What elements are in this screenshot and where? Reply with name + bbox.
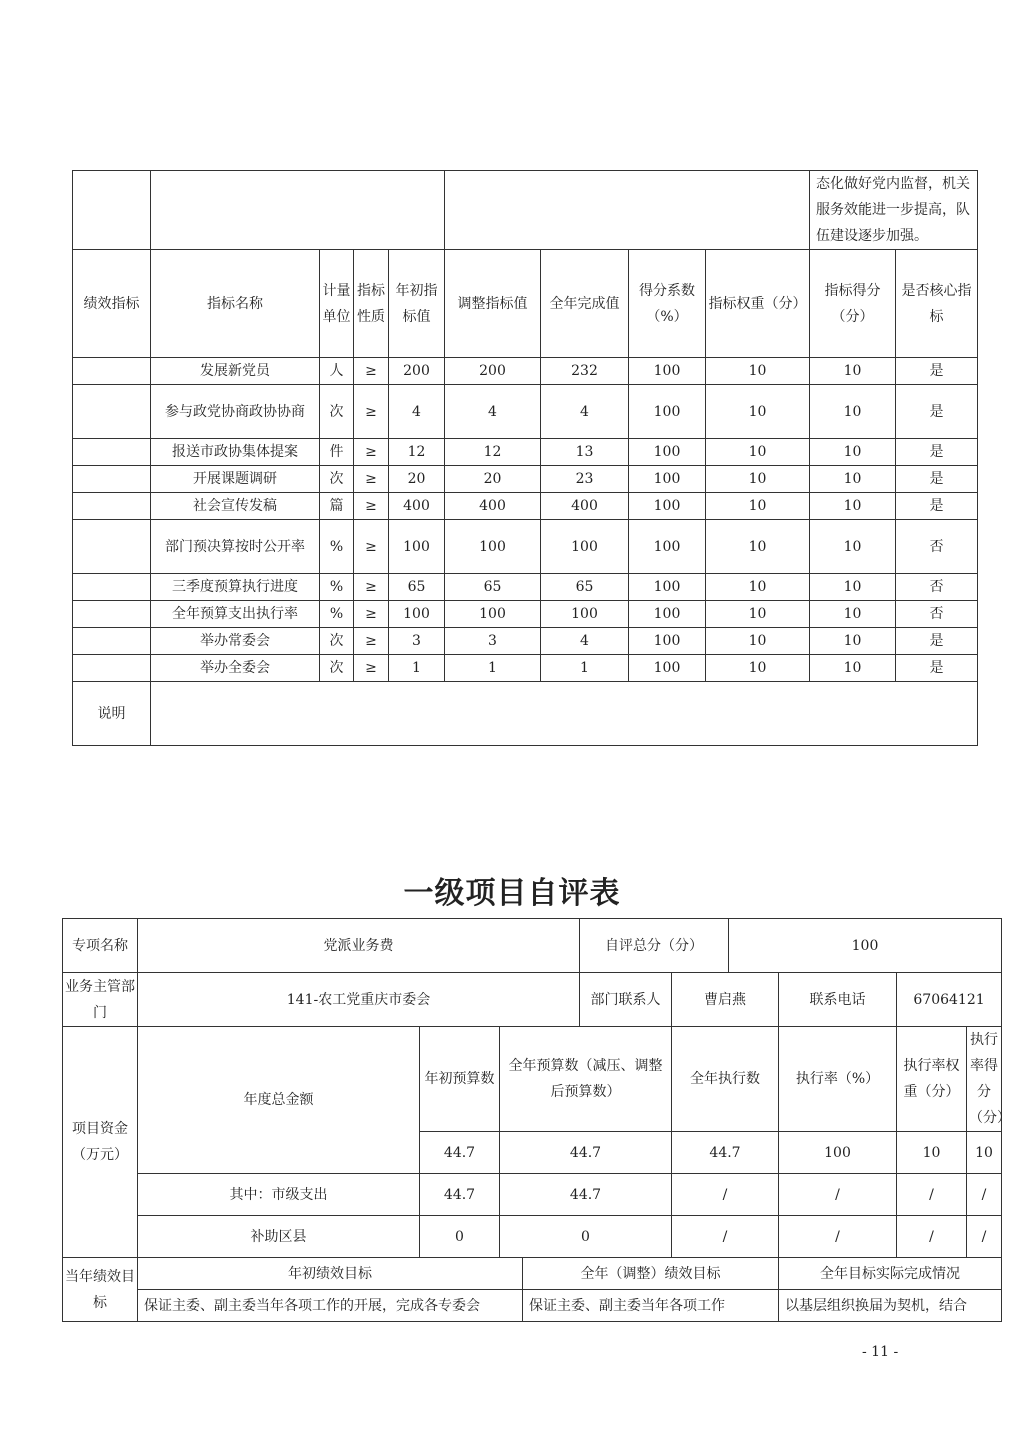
note-content — [151, 682, 978, 746]
project-name: 党派业务费 — [138, 919, 580, 973]
cell-weight: 10 — [706, 493, 810, 520]
cell-core: 否 — [896, 520, 978, 574]
cell-score: 10 — [810, 574, 896, 601]
total-score-label: 自评总分（分） — [580, 919, 729, 973]
cell-initial: 4 — [389, 385, 445, 439]
page-number: - 11 - — [862, 1344, 899, 1360]
goal-label: 当年绩效目标 — [63, 1258, 138, 1322]
header-weight: 指标权重（分） — [706, 250, 810, 358]
total-score: 100 — [729, 919, 1002, 973]
blank-cell — [73, 520, 151, 574]
cell-initial: 12 — [389, 439, 445, 466]
cell-nature: ≥ — [354, 574, 389, 601]
header-core: 是否核心指标 — [896, 250, 978, 358]
cell-weight: 10 — [706, 439, 810, 466]
blank-cell — [73, 601, 151, 628]
header-executed: 全年执行数 — [672, 1027, 779, 1132]
header-full-budget: 全年预算数（减压、调整后预算数） — [500, 1027, 672, 1132]
goal-actual-text: 以基层组织换届为契机，结合 — [779, 1290, 1002, 1322]
cell-nature: ≥ — [354, 628, 389, 655]
cell-core: 是 — [896, 385, 978, 439]
header-initial-budget: 年初预算数 — [420, 1027, 500, 1132]
table-row — [73, 358, 978, 385]
county-initial: 0 — [420, 1216, 500, 1258]
cell-initial: 65 — [389, 574, 445, 601]
cell-score: 10 — [810, 655, 896, 682]
cell-core: 是 — [896, 466, 978, 493]
cell-completed: 400 — [541, 493, 629, 520]
cell-adjusted: 4 — [445, 385, 541, 439]
cell-coef: 100 — [629, 358, 706, 385]
county-full: 0 — [500, 1216, 672, 1258]
cell-name: 举办常委会 — [151, 628, 320, 655]
city-executed: / — [672, 1174, 779, 1216]
header-score-coef: 得分系数（%） — [629, 250, 706, 358]
cell-unit: 篇 — [320, 493, 354, 520]
blank-cell — [73, 628, 151, 655]
table-row — [73, 574, 978, 601]
cell-name: 发展新党员 — [151, 358, 320, 385]
perf-indicator-label: 绩效指标 — [73, 250, 151, 358]
cell-nature: ≥ — [354, 655, 389, 682]
cell-adjusted: 100 — [445, 520, 541, 574]
cell-unit: 次 — [320, 655, 354, 682]
goal-adjusted-text: 保证主委、副主委当年各项工作 — [523, 1290, 779, 1322]
table-row — [73, 628, 978, 655]
cell-nature: ≥ — [354, 439, 389, 466]
header-indicator-name: 指标名称 — [151, 250, 320, 358]
cell-coef: 100 — [629, 655, 706, 682]
cell-nature: ≥ — [354, 358, 389, 385]
header-score: 指标得分（分） — [810, 250, 896, 358]
cell-weight: 10 — [706, 628, 810, 655]
cell-nature: ≥ — [354, 520, 389, 574]
cell-name: 部门预决算按时公开率 — [151, 520, 320, 574]
cell-weight: 10 — [706, 655, 810, 682]
cell-weight: 10 — [706, 466, 810, 493]
cell-unit: 次 — [320, 466, 354, 493]
blank-cell — [445, 171, 810, 250]
cell-weight: 10 — [706, 385, 810, 439]
cell-adjusted: 100 — [445, 601, 541, 628]
blank-cell — [73, 493, 151, 520]
phone-label: 联系电话 — [779, 973, 897, 1027]
cell-score: 10 — [810, 628, 896, 655]
fund-label: 项目资金（万元） — [63, 1027, 138, 1258]
cell-initial: 400 — [389, 493, 445, 520]
city-score: / — [967, 1174, 1002, 1216]
blank-cell — [73, 574, 151, 601]
blank-cell — [151, 171, 445, 250]
table-row — [73, 520, 978, 574]
contact-label: 部门联系人 — [580, 973, 672, 1027]
table-row — [73, 601, 978, 628]
blank-cell — [73, 171, 151, 250]
cell-name: 举办全委会 — [151, 655, 320, 682]
header-adjusted-value: 调整指标值 — [445, 250, 541, 358]
cell-coef: 100 — [629, 628, 706, 655]
cell-initial: 100 — [389, 601, 445, 628]
cell-score: 10 — [810, 493, 896, 520]
cell-core: 是 — [896, 358, 978, 385]
cell-initial: 100 — [389, 520, 445, 574]
cell-nature: ≥ — [354, 493, 389, 520]
cell-unit: 次 — [320, 385, 354, 439]
cell-adjusted: 400 — [445, 493, 541, 520]
cell-completed: 100 — [541, 520, 629, 574]
city-rate: / — [779, 1174, 897, 1216]
total-rate: 100 — [779, 1132, 897, 1174]
cell-unit: % — [320, 574, 354, 601]
blank-cell — [73, 439, 151, 466]
cell-score: 10 — [810, 358, 896, 385]
carry-over-text: 态化做好党内监督，机关服务效能进一步提高，队伍建设逐步加强。 — [810, 171, 978, 250]
cell-score: 10 — [810, 466, 896, 493]
cell-adjusted: 3 — [445, 628, 541, 655]
cell-completed: 65 — [541, 574, 629, 601]
goal-header-actual: 全年目标实际完成情况 — [779, 1258, 1002, 1290]
phone-number: 67064121 — [897, 973, 1002, 1027]
cell-unit: % — [320, 520, 354, 574]
header-completed-value: 全年完成值 — [541, 250, 629, 358]
cell-core: 否 — [896, 601, 978, 628]
cell-adjusted: 12 — [445, 439, 541, 466]
cell-unit: 人 — [320, 358, 354, 385]
cell-name: 三季度预算执行进度 — [151, 574, 320, 601]
cell-unit: % — [320, 601, 354, 628]
county-score: / — [967, 1216, 1002, 1258]
cell-score: 10 — [810, 520, 896, 574]
table-row — [73, 385, 978, 439]
table-row — [73, 493, 978, 520]
cell-coef: 100 — [629, 601, 706, 628]
cell-name: 社会宣传发稿 — [151, 493, 320, 520]
cell-completed: 4 — [541, 628, 629, 655]
total-full: 44.7 — [500, 1132, 672, 1174]
goal-initial-text: 保证主委、副主委当年各项工作的开展，完成各专委会 — [138, 1290, 523, 1322]
cell-coef: 100 — [629, 520, 706, 574]
cell-core: 是 — [896, 628, 978, 655]
cell-name: 全年预算支出执行率 — [151, 601, 320, 628]
cell-score: 10 — [810, 439, 896, 466]
county-label: 补助区县 — [138, 1216, 420, 1258]
header-initial-value: 年初指标值 — [389, 250, 445, 358]
city-label: 其中：市级支出 — [138, 1174, 420, 1216]
cell-weight: 10 — [706, 520, 810, 574]
cell-completed: 100 — [541, 601, 629, 628]
header-rate-weight: 执行率权重（分） — [897, 1027, 967, 1132]
note-label: 说明 — [73, 682, 151, 746]
dept-label: 业务主管部门 — [63, 973, 138, 1027]
cell-weight: 10 — [706, 574, 810, 601]
cell-unit: 件 — [320, 439, 354, 466]
goal-header-adjusted: 全年（调整）绩效目标 — [523, 1258, 779, 1290]
cell-coef: 100 — [629, 385, 706, 439]
page-title: 一级项目自评表 — [403, 876, 621, 911]
cell-coef: 100 — [629, 574, 706, 601]
header-nature: 指标性质 — [354, 250, 389, 358]
cell-coef: 100 — [629, 439, 706, 466]
project-name-label: 专项名称 — [63, 919, 138, 973]
cell-coef: 100 — [629, 493, 706, 520]
cell-initial: 1 — [389, 655, 445, 682]
header-exec-rate: 执行率（%） — [779, 1027, 897, 1132]
cell-nature: ≥ — [354, 466, 389, 493]
cell-completed: 23 — [541, 466, 629, 493]
cell-weight: 10 — [706, 601, 810, 628]
cell-name: 参与政党协商政协协商 — [151, 385, 320, 439]
city-weight: / — [897, 1174, 967, 1216]
cell-completed: 4 — [541, 385, 629, 439]
cell-unit: 次 — [320, 628, 354, 655]
county-weight: / — [897, 1216, 967, 1258]
city-initial: 44.7 — [420, 1174, 500, 1216]
cell-nature: ≥ — [354, 601, 389, 628]
cell-core: 否 — [896, 574, 978, 601]
cell-completed: 1 — [541, 655, 629, 682]
cell-weight: 10 — [706, 358, 810, 385]
contact-name: 曹启燕 — [672, 973, 779, 1027]
cell-initial: 200 — [389, 358, 445, 385]
header-unit: 计量单位 — [320, 250, 354, 358]
table-row — [73, 466, 978, 493]
total-weight: 10 — [897, 1132, 967, 1174]
annual-total-label: 年度总金额 — [138, 1027, 420, 1174]
header-rate-score: 执行率得分（分） — [967, 1027, 1002, 1132]
cell-core: 是 — [896, 655, 978, 682]
cell-score: 10 — [810, 601, 896, 628]
cell-nature: ≥ — [354, 385, 389, 439]
total-initial: 44.7 — [420, 1132, 500, 1174]
cell-adjusted: 20 — [445, 466, 541, 493]
blank-cell — [73, 466, 151, 493]
cell-name: 开展课题调研 — [151, 466, 320, 493]
county-rate: / — [779, 1216, 897, 1258]
city-full: 44.7 — [500, 1174, 672, 1216]
cell-core: 是 — [896, 493, 978, 520]
project-self-eval-table — [62, 918, 1011, 1322]
cell-adjusted: 65 — [445, 574, 541, 601]
cell-coef: 100 — [629, 466, 706, 493]
total-score: 10 — [967, 1132, 1002, 1174]
performance-indicator-table — [72, 170, 978, 746]
cell-adjusted: 200 — [445, 358, 541, 385]
cell-completed: 232 — [541, 358, 629, 385]
county-executed: / — [672, 1216, 779, 1258]
total-executed: 44.7 — [672, 1132, 779, 1174]
cell-completed: 13 — [541, 439, 629, 466]
cell-initial: 3 — [389, 628, 445, 655]
blank-cell — [73, 358, 151, 385]
cell-core: 是 — [896, 439, 978, 466]
cell-name: 报送市政协集体提案 — [151, 439, 320, 466]
cell-score: 10 — [810, 385, 896, 439]
table-row — [73, 655, 978, 682]
cell-adjusted: 1 — [445, 655, 541, 682]
blank-cell — [73, 385, 151, 439]
table-row — [73, 439, 978, 466]
cell-initial: 20 — [389, 466, 445, 493]
dept-name: 141-农工党重庆市委会 — [138, 973, 580, 1027]
blank-cell — [73, 655, 151, 682]
goal-header-initial: 年初绩效目标 — [138, 1258, 523, 1290]
